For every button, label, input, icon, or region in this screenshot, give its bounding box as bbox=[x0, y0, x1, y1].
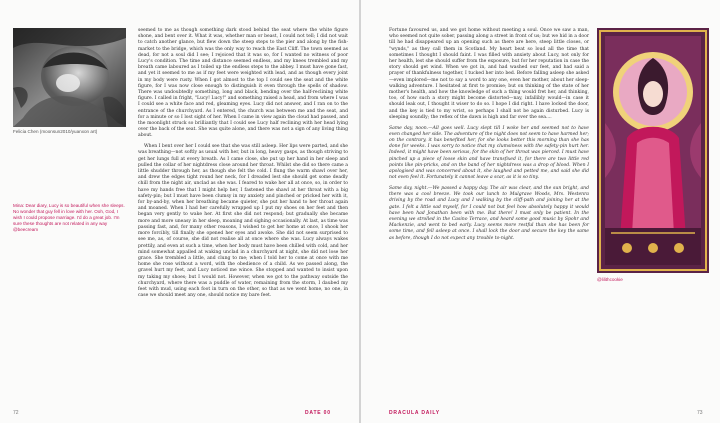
left-body-column bbox=[138, 28, 348, 304]
lucy-sleeping-illustration bbox=[13, 28, 126, 127]
right-page bbox=[361, 0, 720, 423]
right-paragraph: Same day, noon.—All goes well. Lucy slept till I woke her and seemed not to have even changed her side. The adventure of the night does not seem to have harmed her; on the contrary, it has benefited her, for she looks better this morning than she has done for weeks. I was sorry to notice that my clumsiness with the safety-pin hurt her. Indeed, it might have been serious, for the skin of her throat was pierced. I must have pinched up a piece of loose skin and have transfixed it, for there are two little red points like pin-pricks, and on the band of her nightdress was a drop of blood. When I apologised and was concerned about it, she laughed and petted me, and said she did not even feel it. Fortunately it cannot leave a scar, as it is so tiny. bbox=[389, 125, 589, 181]
right-paragraph: Fortune favoured us, and we got home without meeting a soul. Once we saw a man, who seemed not quite sober, passing along a street in front of us; but we hid in a door till he had disappeared up an opening such as there are here, steep little closes, or "wynds," as they call them in Scotland. My heart beat so loud all the time that sometimes I thought I should faint. I was filled with anxiety about Lucy, not only for her health, lest she should suffer from the exposure, but for her reputation in case the story should get wind. When we got in, and had washed our feet, and had said a prayer of thankfulness together, I tucked her into bed. Before falling asleep she asked—even implored—me not to say a word to any one, even her mother, about her sleep-walking adventure. I hesitated at first to promise; but on thinking of the state of her mother's health, and how the knowledge of such a thing would fret her, and thinking, too, of how such a story might become distorted—nay, infallibly would—in case it should leak out, I thought it wiser to do so. I hope I did right. I have locked the door, and the key is tied to my wrist, so perhaps I shall not be again disturbed. Lucy is sleeping soundly; the reflex of the dawn is high and far over the sea.... bbox=[389, 28, 589, 120]
right-art-caption: @lilithcookie bbox=[597, 277, 623, 282]
left-page bbox=[0, 0, 359, 423]
mina-side-note: Mina: Dear diary, Lucy is so beautiful when she sleeps. No wonder that guy fell in love with her. Ooh, God, I wish I could propose marriage. I'd do a great job. I'm sure these thoughts are not related in any way @beecream bbox=[13, 203, 125, 232]
left-footer-label: DATE 00 bbox=[305, 410, 331, 416]
left-paragraph: seemed to me as though something dark stood behind the seat where the white figure shone, and bent over it. What it was, whether man or beast, I could not tell; I did not wait to catch another glance, but flew down the steep steps to the pier and along by the fish-market to the bridge, which was the only way to reach the East Cliff. The town seemed as dead, for not a soul did I see; I rejoiced that it was so, for I wanted no witness of poor Lucy's condition. The time and distance seemed endless, and my knees trembled and my breath came laboured as I toiled up the endless steps to the abbey. I must have gone fast, and yet it seemed to me as if my feet were weighted with lead, and as though every joint in my body were rusty. When I got almost to the top I could see the seat and the white figure, for I was now close enough to distinguish it even through the spells of shadow. There was undoubtedly something, long and black, bending over the half-reclining white figure. I called in fright, "Lucy! Lucy!" and something raised a head, and from where I was I could see a white face and red, gleaming eyes. Lucy did not answer, and I ran on to the entrance of the churchyard. As I entered, the church was between me and the seat, and for a minute or so I lost sight of her. When I came in view again the cloud had passed, and the moonlight struck so brilliantly that I could see Lucy half reclining with her head lying over the back of the seat. She was quite alone, and there was not a sign of any living thing about. bbox=[138, 28, 348, 139]
right-page-number: 73 bbox=[697, 410, 703, 416]
lucy-art-nouveau-illustration bbox=[597, 28, 709, 273]
right-footer-label: DRACULA DAILY bbox=[389, 410, 440, 416]
right-paragraph: Same day, night.—We passed a happy day. The air was clear, and the sun bright, and there was a cool breeze. We took our lunch to Mulgrave Woods, Mrs. Westenra driving by the road and Lucy and I walking by the cliff-path and joining her at the gate. I felt a little sad myself, for I could not but feel how absolutely happy it would have been had Jonathan been with me. But there! I must only be patient. In the evening we strolled in the Casino Terrace, and heard some good music by Spohr and Mackenzie, and went to bed early. Lucy seems more restful than she has been for some time, and fell asleep at once. I shall lock the door and secure the key the same as before, though I do not expect any trouble to-night. bbox=[389, 186, 589, 241]
left-page-number: 72 bbox=[13, 410, 19, 416]
right-body-column bbox=[389, 28, 589, 246]
left-paragraph: When I bent over her I could see that she was still asleep. Her lips were parted, and she was breathing—not softly as usual with her, but in long, heavy gasps, as though striving to get her lungs full at every breath. As I came close, she put up her hand in her sleep and pulled the collar of her nightdress close around her throat. Whilst she did so there came a little shudder through her, as though she felt the cold. I flung the warm shawl over her, and drew the edges tight round her neck, for I dreaded lest she should get some deadly chill from the night air, unclad as she was. I feared to wake her all at once, so, in order to have my hands free that I might help her, I fastened the shawl at her throat with a big safety-pin; but I must have been clumsy in my anxiety and pinched or pricked her with it, for by-and-by, when her breathing became quieter, she put her hand to her throat again and moaned. When I had her carefully wrapped up I put my shoes on her feet and then began very gently to wake her. At first she did not respond; but gradually she became more and more uneasy in her sleep, moaning and sighing occasionally. At last, as time was passing fast, and, for many other reasons, I wished to get her home at once, I shook her more forcibly, till finally she opened her eyes and awoke. She did not seem surprised to see me, as, of course, she did not realise all at once where she was. Lucy always wakes prettily, and even at such a time, when her body must have been chilled with cold, and her mind somewhat appalled at waking unclad in a churchyard at night, she did not lose her grace. She trembled a little, and clung to me; when I told her to come at once with me home she rose without a word, with the obedience of a child. As we passed along, the gravel hurt my feet, and Lucy noticed me wince. She stopped and wanted to insist upon my taking my shoes; but I would not. However, when we got to the pathway outside the churchyard, where there was a puddle of water, remaining from the storm, I daubed my feet with mud, using each foot in turn on the other, so that as we went home, no one, in case we should meet any one, should notice my bare feet. bbox=[138, 144, 348, 299]
left-art-caption: Felicia Chen (moonsun2010/yuanxon art) bbox=[13, 129, 98, 134]
